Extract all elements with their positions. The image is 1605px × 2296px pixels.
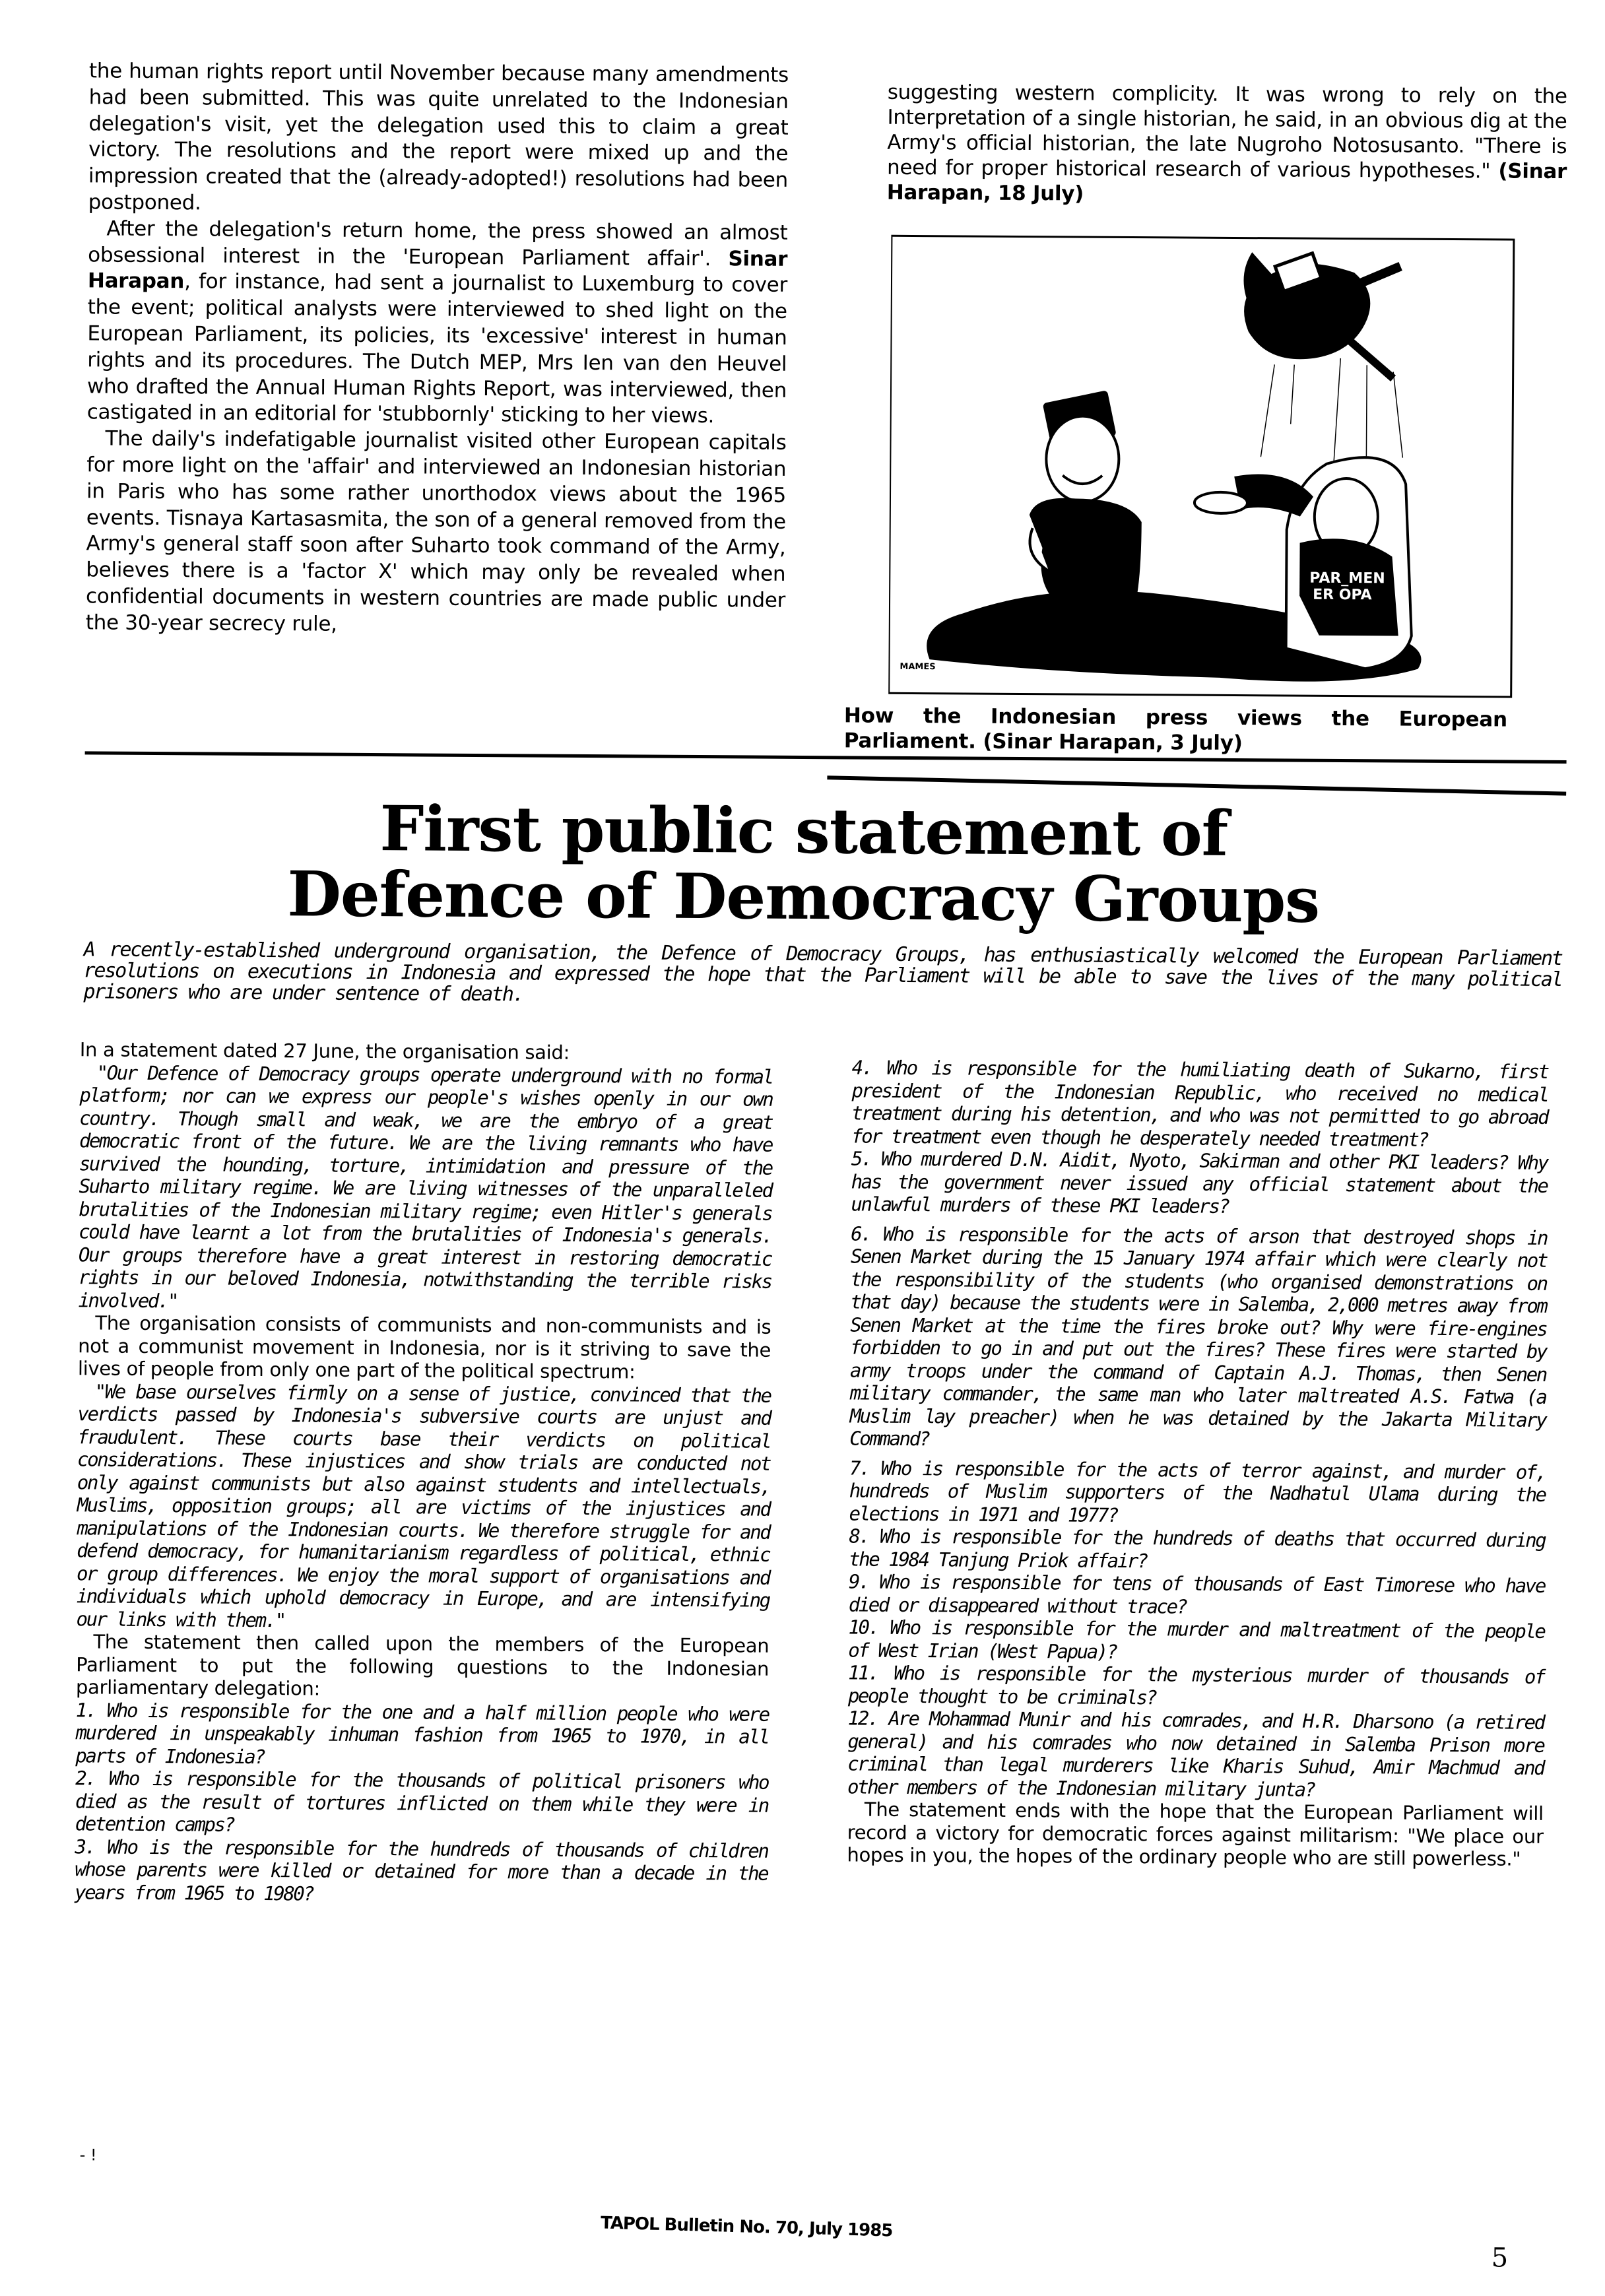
question-item: 7. Who is responsible for the acts of terror against, and murder of, hundreds of Muslim supporters of the Nadhatul Ulama during the elections in 1971 and 1977?	[849, 1456, 1546, 1526]
question-item: 3. Who is the responsible for the hundreds of thousands of children whose parents were killed or detained for more than a decade in the years from 1965 to 1980?	[74, 1835, 768, 1905]
question-item: 5. Who murdered D.N. Aidit, Nyoto, Sakirman and other PKI leaders? Why has the government never issued any official statement about the unlawful murders of these PKI leaders?	[851, 1147, 1548, 1218]
paragraph-text: suggesting western complicity. It was wrong to rely on the Interpretation of a single historian, he said, in an obvious dig at the Army's official historian, the late Nugroho Notosusanto. "There is need for proper historical research of various hypotheses."	[886, 80, 1567, 183]
question-item: 10. Who is responsible for the murder and maltreatment of the people of West Irian (West Papua)?	[848, 1616, 1545, 1663]
cartoonist-signature: MAMES	[900, 661, 936, 672]
question-item: 4. Who is responsible for the humiliating death of Sukarno, first president of the Indonesian Republic, who received no medical treatment during his detention, and who was not permitted to go abroad for treatment even though he desperately needed treatment?	[851, 1056, 1548, 1151]
cartoon-caption: How the Indonesian press views the European Parliament. (Sinar Harapan, 3 July)	[843, 704, 1508, 756]
quoted-statement: "Our Defence of Democracy groups operate underground with no formal platform; nor can we express our people's wishes openly in our own country. Though small and weak, we are the embryo of a great democratic front of the future. We are the living remnants who have survived the hounding, torture, intimidation and pressure of the Suharto military regime. We are living witnesses of the unparalleled brutalities of the Indonesian military regime; even Hitler's generals could have learnt a lot from the brutalities of Indonesia's generals. Our groups therefore have a great interest in restoring democratic rights in our beloved Indonesia, notwithstanding the terrible risks involved."	[78, 1061, 773, 1312]
source-citation: (Sinar Harapan, 18 July)	[886, 159, 1567, 206]
page-number: 5	[1491, 2243, 1509, 2274]
shirt-text: PAR_MEN	[1309, 570, 1385, 587]
stray-mark: - !	[79, 2146, 97, 2165]
cartoon-illustration	[890, 237, 1513, 696]
divider-rule	[827, 775, 1566, 795]
article-left-column	[75, 1038, 773, 1907]
previous-article-right-column	[887, 80, 1567, 209]
headline-line: First public statement of	[379, 793, 1228, 870]
paragraph: the human rights report until November because many amendments had been submitted. This was quite unrelated to the Indonesian delegation's visit, yet the delegation used this to claim a great victory. The resolutions and the report were mixed up and the impression created that the (already-adopted!) resolutions had been postponed.	[88, 59, 789, 215]
quoted-statement: "We base ourselves firmly on a sense of justice, convinced that the verdicts passed by Indonesia's subversive courts are unjust and fraudulent. These courts base their verdicts on political considerations. These injustices and show trials are conducted not only against communists but also against students and intellectuals, Muslims, opposition groups; all are victims of the injustices and manipulations of the Indonesian courts. We therefore struggle for and defend democracy, for humanitarianism regardless of political, ethnic or group differences. We enjoy the moral support of organisations and individuals which uphold democracy in Europe, and are intensifying our links with them."	[76, 1379, 771, 1631]
paragraph	[887, 80, 1567, 209]
question-item: 8. Who is responsible for the hundreds of deaths that occurred during the 1984 Tanjung Priok affair?	[849, 1525, 1546, 1572]
question-item: 9. Who is responsible for tens of thousands of East Timorese who have died or disappeared without trace?	[848, 1570, 1546, 1618]
paragraph: The daily's indefatigable journalist visited other European capitals for more light on the 'affair' and interviewed an Indonesian historian in Paris who has some rather unorthodox views about the 1965 events. Tisnaya Kartasasmita, the son of a general removed from the Army's general staff soon after Suharto took command of the Army, believes there is a 'factor X' which may only be revealed when confidential documents in western countries are made public under the 30-year secrecy rule,	[85, 426, 787, 636]
shirt-text: ER OPA	[1313, 586, 1372, 604]
article-standfirst: A recently-established underground organisation, the Defence of Democracy Groups, has enthusiastically welcomed the European Parliament resolutions on executions in Indonesia and expressed the hope that the Parliament will be able to save the lives of the many political prisoners who are under sentence of death.	[83, 938, 1562, 1006]
body-paragraph: The statement ends with the hope that the European Parliament will record a victory for democratic forces against militarism: "We place our hopes in you, the hopes of the ordinary people who are still powerless."	[847, 1798, 1544, 1870]
publication-footer: TAPOL Bulletin No. 70, July 1985	[600, 2213, 893, 2241]
question-item: 11. Who is responsible for the mysterious murder of thousands of people thought to be criminals?	[847, 1661, 1545, 1709]
paragraph	[87, 216, 788, 430]
paragraph-text: After the delegation's return home, the press showed an almost obsessional interest in the 'European Parliament affair'.	[88, 216, 788, 271]
question-item: 2. Who is responsible for the thousands of political prisoners who died as the result of tortures inflicted on them while they were in detention camps?	[75, 1767, 769, 1836]
headline-line: Defence of Democracy Groups	[287, 858, 1320, 937]
paragraph-text: , for instance, had sent a journalist to Luxemburg to cover the event; political analysts were interviewed to shed light on the European Parliament, its policies, its 'excessive' interest in human rights and its procedures. The Dutch MEP, Mrs Ien van den Heuvel who drafted the Annual Human Rights Report, was interviewed, then castigated in an editorial for 'stubbornly' sticking to her views.	[86, 269, 788, 428]
question-item: 1. Who is responsible for the one and a half million people who were murdered in unspeakably inhuman fashion from 1965 to 1970, in all parts of Indonesia?	[75, 1698, 769, 1768]
question-item: 6. Who is responsible for the acts of arson that destroyed shops in Senen Market during the 15 January 1974 affair which were clearly not the responsibility of the students (who organised demonstrations on that day) because the students were in Salemba, 2,000 metres away from Senen Market at the time the fires broke out? Why were fire-engines forbidden to go in and put out the fires? These fires were started by army troops under the command of Captain A.J. Thomas, then Senen military commander, the same man who later maltreated A.S. Fatwa (a Muslim lay preacher) when he was detained by the Jakarta Military Command?	[849, 1222, 1548, 1451]
article-right-column	[847, 1056, 1548, 1870]
body-paragraph: In a statement dated 27 June, the organisation said:	[79, 1038, 570, 1064]
editorial-cartoon	[888, 235, 1515, 698]
indonesian-official-figure	[1029, 389, 1142, 608]
body-paragraph: The statement then called upon the members of the European Parliament to put the following questions to the Indonesian parliamentary delegation:	[75, 1630, 770, 1700]
article-headline	[199, 793, 1408, 937]
previous-article-left-column	[86, 58, 789, 640]
newspaper-name: Sinar Harapan	[87, 246, 788, 294]
question-item: 12. Are Mohammad Munir and his comrades, and H.R. Dharsono (a retired general) and his comrades who now detained in Salemba Prison more criminal than legal murderers like Kharis Suhud, Amir Machmud and other members of the Indonesian military junta?	[847, 1707, 1544, 1801]
body-paragraph: The organisation consists of communists and non-communists and is not a communist movement in Indonesia, nor is it striving to save the lives of people from only one part of the political spectrum:	[77, 1311, 771, 1383]
